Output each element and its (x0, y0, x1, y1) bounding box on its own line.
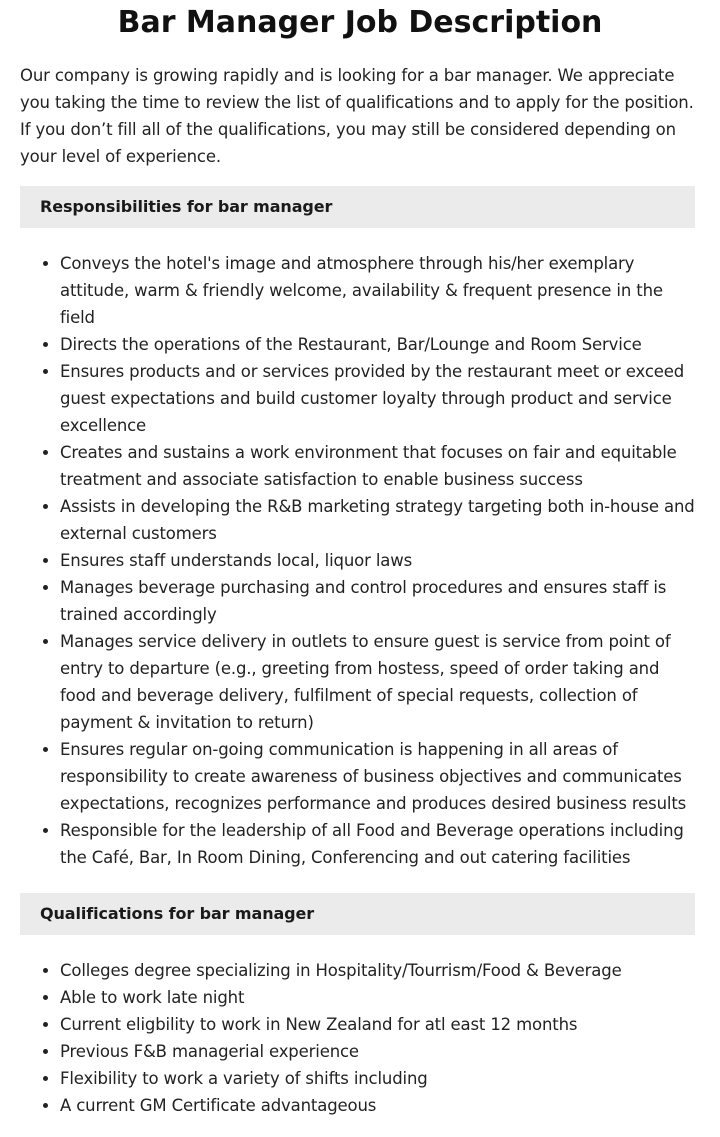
list-item: Manages service delivery in outlets to ensure guest is service from point of entry to departure (e.g., greeting from hostess, speed of order taking and food and beverage delivery, fulfilment of special requests, collection of payment & invitation to return) (60, 628, 700, 736)
page-title: Bar Manager Job Description (117, 5, 603, 40)
list-item: Flexibility to work a variety of shifts including (60, 1065, 700, 1092)
list-item: Manages beverage purchasing and control procedures and ensures staff is trained accordingly (60, 574, 700, 628)
list-item: Ensures products and or services provided by the restaurant meet or exceed guest expectations and build customer loyalty through product and service excellence (60, 358, 700, 439)
qualifications-list (0, 957, 700, 1119)
list-item: Directs the operations of the Restaurant, Bar/Lounge and Room Service (60, 331, 700, 358)
list-item: Colleges degree specializing in Hospitality/Tourrism/Food & Beverage (60, 957, 700, 984)
list-item: Current eligbility to work in New Zealand for atl east 12 months (60, 1011, 700, 1038)
list-item: Responsible for the leadership of all Food and Beverage operations including the Café, Bar, In Room Dining, Conferencing and out catering facilities (60, 817, 700, 871)
list-item: Able to work late night (60, 984, 700, 1011)
responsibilities-heading: Responsibilities for bar manager (20, 186, 695, 228)
intro-paragraph: Our company is growing rapidly and is looking for a bar manager. We appreciate you taking the time to review the list of qualifications and to apply for the position. If you don’t fill all of the qualifications, you may still be considered depending on your level of experience. (20, 66, 694, 166)
list-item: Assists in developing the R&B marketing strategy targeting both in-house and external customers (60, 493, 700, 547)
list-item: Ensures regular on-going communication is happening in all areas of responsibility to create awareness of business objectives and communicates expectations, recognizes performance and produces desired business results (60, 736, 700, 817)
list-item: Creates and sustains a work environment that focuses on fair and equitable treatment and associate satisfaction to enable business success (60, 439, 700, 493)
list-item: Previous F&B managerial experience (60, 1038, 700, 1065)
qualifications-heading: Qualifications for bar manager (20, 893, 695, 935)
list-item: Conveys the hotel's image and atmosphere through his/her exemplary attitude, warm & friendly welcome, availability & frequent presence in the field (60, 250, 700, 331)
responsibilities-list (0, 250, 700, 871)
list-item: Ensures staff understands local, liquor laws (60, 547, 700, 574)
list-item: A current GM Certificate advantageous (60, 1092, 700, 1119)
